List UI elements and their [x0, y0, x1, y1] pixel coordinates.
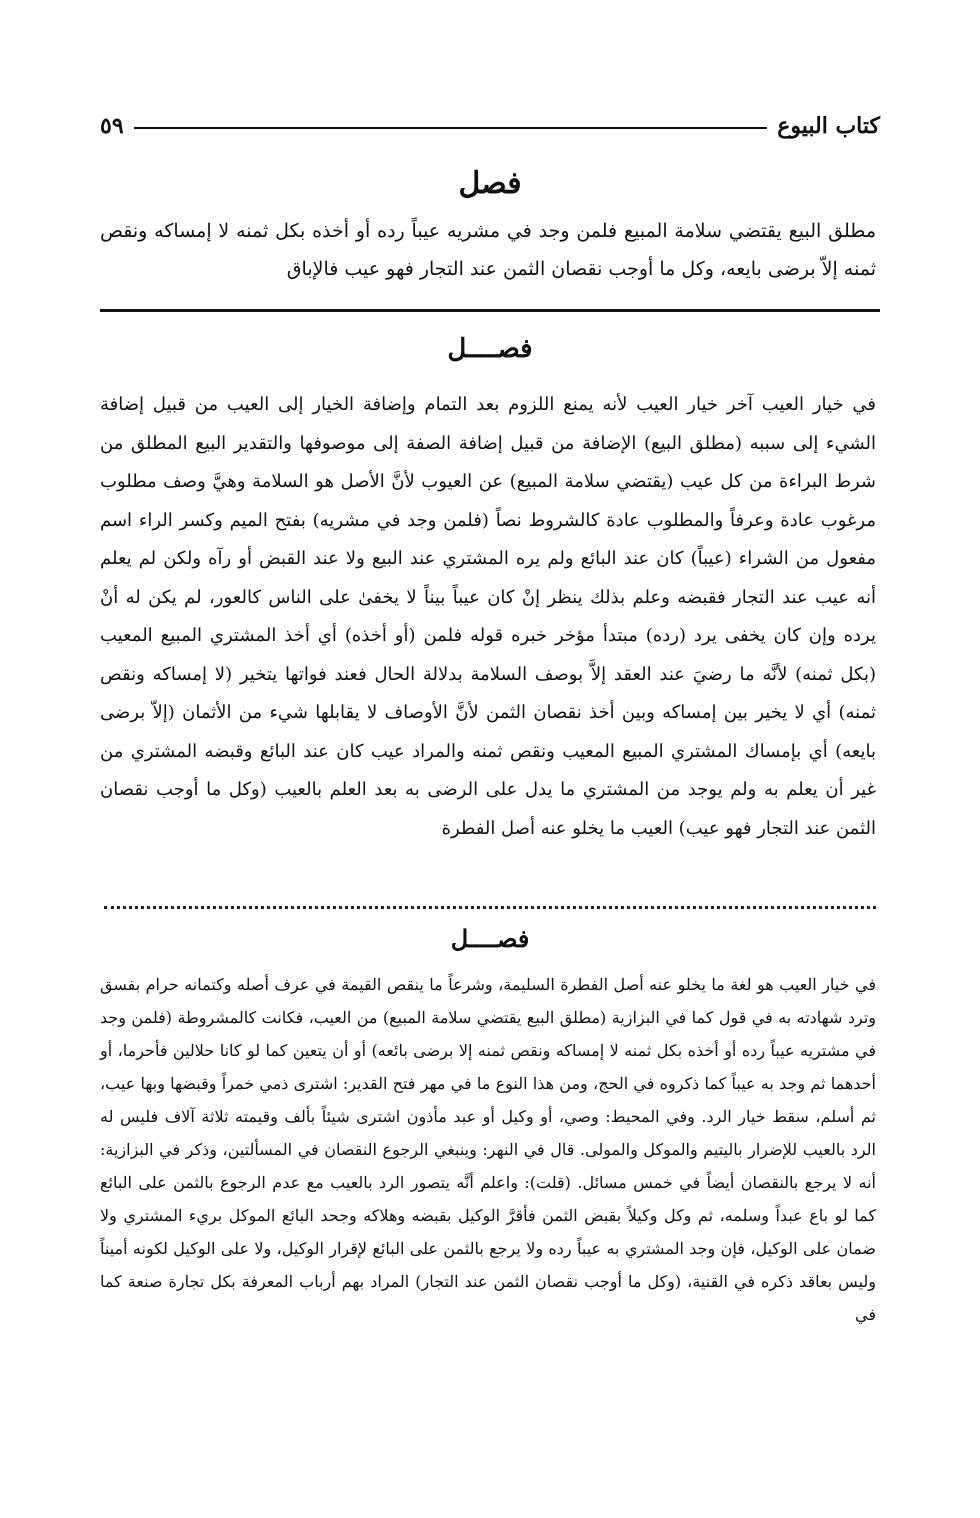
matn-paragraph: مطلق البيع يقتضي سلامة المبيع فلمن وجد في مشريه عيباً رده أو أخذه بكل ثمنه لا إمساكه ونقص ثمنه إلاّ برضى بايعه، وكل ما أوجب نقصان الثمن عند التجار فهو عيب فالإباق [100, 220, 876, 280]
sharh1-paragraph: في خيار العيب آخر خيار العيب لأنه يمنع اللزوم بعد التمام وإضافة الخيار إلى العيب من قبيل إضافة الشيء إلى سببه (مطلق البيع) الإضافة من قبيل إضافة الصفة إلى موصوفها والتقدير البيع المطلق من شرط البراءة من كل عيب (يقتضي سلامة المبيع) عن العيوب لأنَّ الأصل هو السلامة وهيَّ وصف مطلوب مرغوب عادة وعرفاً والمطلوب عادة كالشروط نصاً (فلمن وجد في مشريه) بفتح الميم وكسر الراء اسم مفعول من الشراء (عيباً) كان عند البائع ولم يره المشتري عند البيع ولا عند القبض أو رآه ولكن لم يعلم أنه عيب عند التجار فقبضه وعلم بذلك ينظر إنْ كان عيباً بيناً لا يخفىٰ على الناس كالعور، لم يكن له أنْ يرده وإن كان يخفى يرد (رده) مبتدأ مؤخر خبره قوله فلمن (أو أخذه) أي أخذ المشتري المبيع المعيب (بكل ثمنه) لأنَّه ما رضيَ عند العقد إلاَّ بوصف السلامة بدلالة الحال فعند فواتها يتخير (لا إمساكه ونقص ثمنه) أي لا يخير بين إمساكه وبين أخذ نقصان الثمن لأنَّ الأوصاف لا يقابلها شيء من الأثمان (إلاّ برضى بايعه) أي بإمساك المشتري المبيع المعيب ونقص ثمنه والمراد عيب كان عند البائع وقبضه المشتري من غير أن يعلم به ولم يوجد من المشتري ما يدل على الرضى به بعد العلم بالعيب (وكل ما أوجب نقصان الثمن عند التجار فهو عيب) العيب ما يخلو عنه أصل الفطرة [100, 394, 876, 839]
book-title: كتاب البيوع [777, 113, 880, 139]
dotted-divider [104, 906, 876, 909]
header-rule [134, 127, 768, 129]
sharh1-text [100, 386, 876, 848]
page-number: ٥٩ [100, 113, 124, 139]
sharh2-paragraph: في خيار العيب هو لغة ما يخلو عنه أصل الفطرة السليمة، وشرعاً ما ينقص القيمة في عرف أصله وكتمانه حرام بفسق وترد شهادته به في قول كما في البزازية (مطلق البيع يقتضي سلامة المبيع) من العيب، فكانت كالمشروطة (فلمن وجد في مشتريه عيباً رده أو أخذه بكل ثمنه لا إمساكه ونقص ثمنه إلا برضى بائعه) أو أن يتعين كما لو كانا حلالين فأحرما، أو أحدهما ثم وجد به عيباً كما ذكروه في الحج، ومن هذا النوع ما في مهر فتح القدير: اشترى ذمي خمراً وقبضها وبها عيب، ثم أسلم، سقط خيار الرد. وفي المحيط: وصي، أو وكيل أو عبد مأذون اشترى شيئاً بألف وقيمته ثلاثة آلاف فليس له الرد بالعيب للإضرار باليتيم والموكل والمولى. قال في النهر: وينبغي الرجوع النقصان في المسألتين، وذكر في البزازية: أنه لا يرجع بالنقصان أيضاً في خمس مسائل. (قلت): واعلم أنَّه يتصور الرد بالعيب مع عدم الرجوع بالثمن على البائع كما لو باع عبداً وسلمه، ثم وكل وكيلاً بقبض الثمن فأقرَّ الوكيل بقبضه وهلاكه وجحد البائع الموكل بريء المشتري ولا ضمان على الوكيل، فإن وجد المشتري به عيباً رده ولا يرجع بالثمن على البائع لإقرار الوكيل، ولا على الوكيل لكونه أميناً وليس بعاقد ذكره في القنية، (وكل ما أوجب نقصان الثمن عند التجار) المراد بهم أرباب المعرفة بكل تجارة صنعة كما في [100, 975, 877, 1324]
section-divider [100, 309, 880, 312]
matn-heading: فصل [458, 166, 522, 201]
matn-text [100, 212, 876, 288]
sharh1-heading: فصــــل [447, 334, 533, 364]
sharh2-text [100, 968, 876, 1331]
running-header [100, 108, 880, 144]
sharh2-heading: فصــــل [450, 924, 530, 953]
